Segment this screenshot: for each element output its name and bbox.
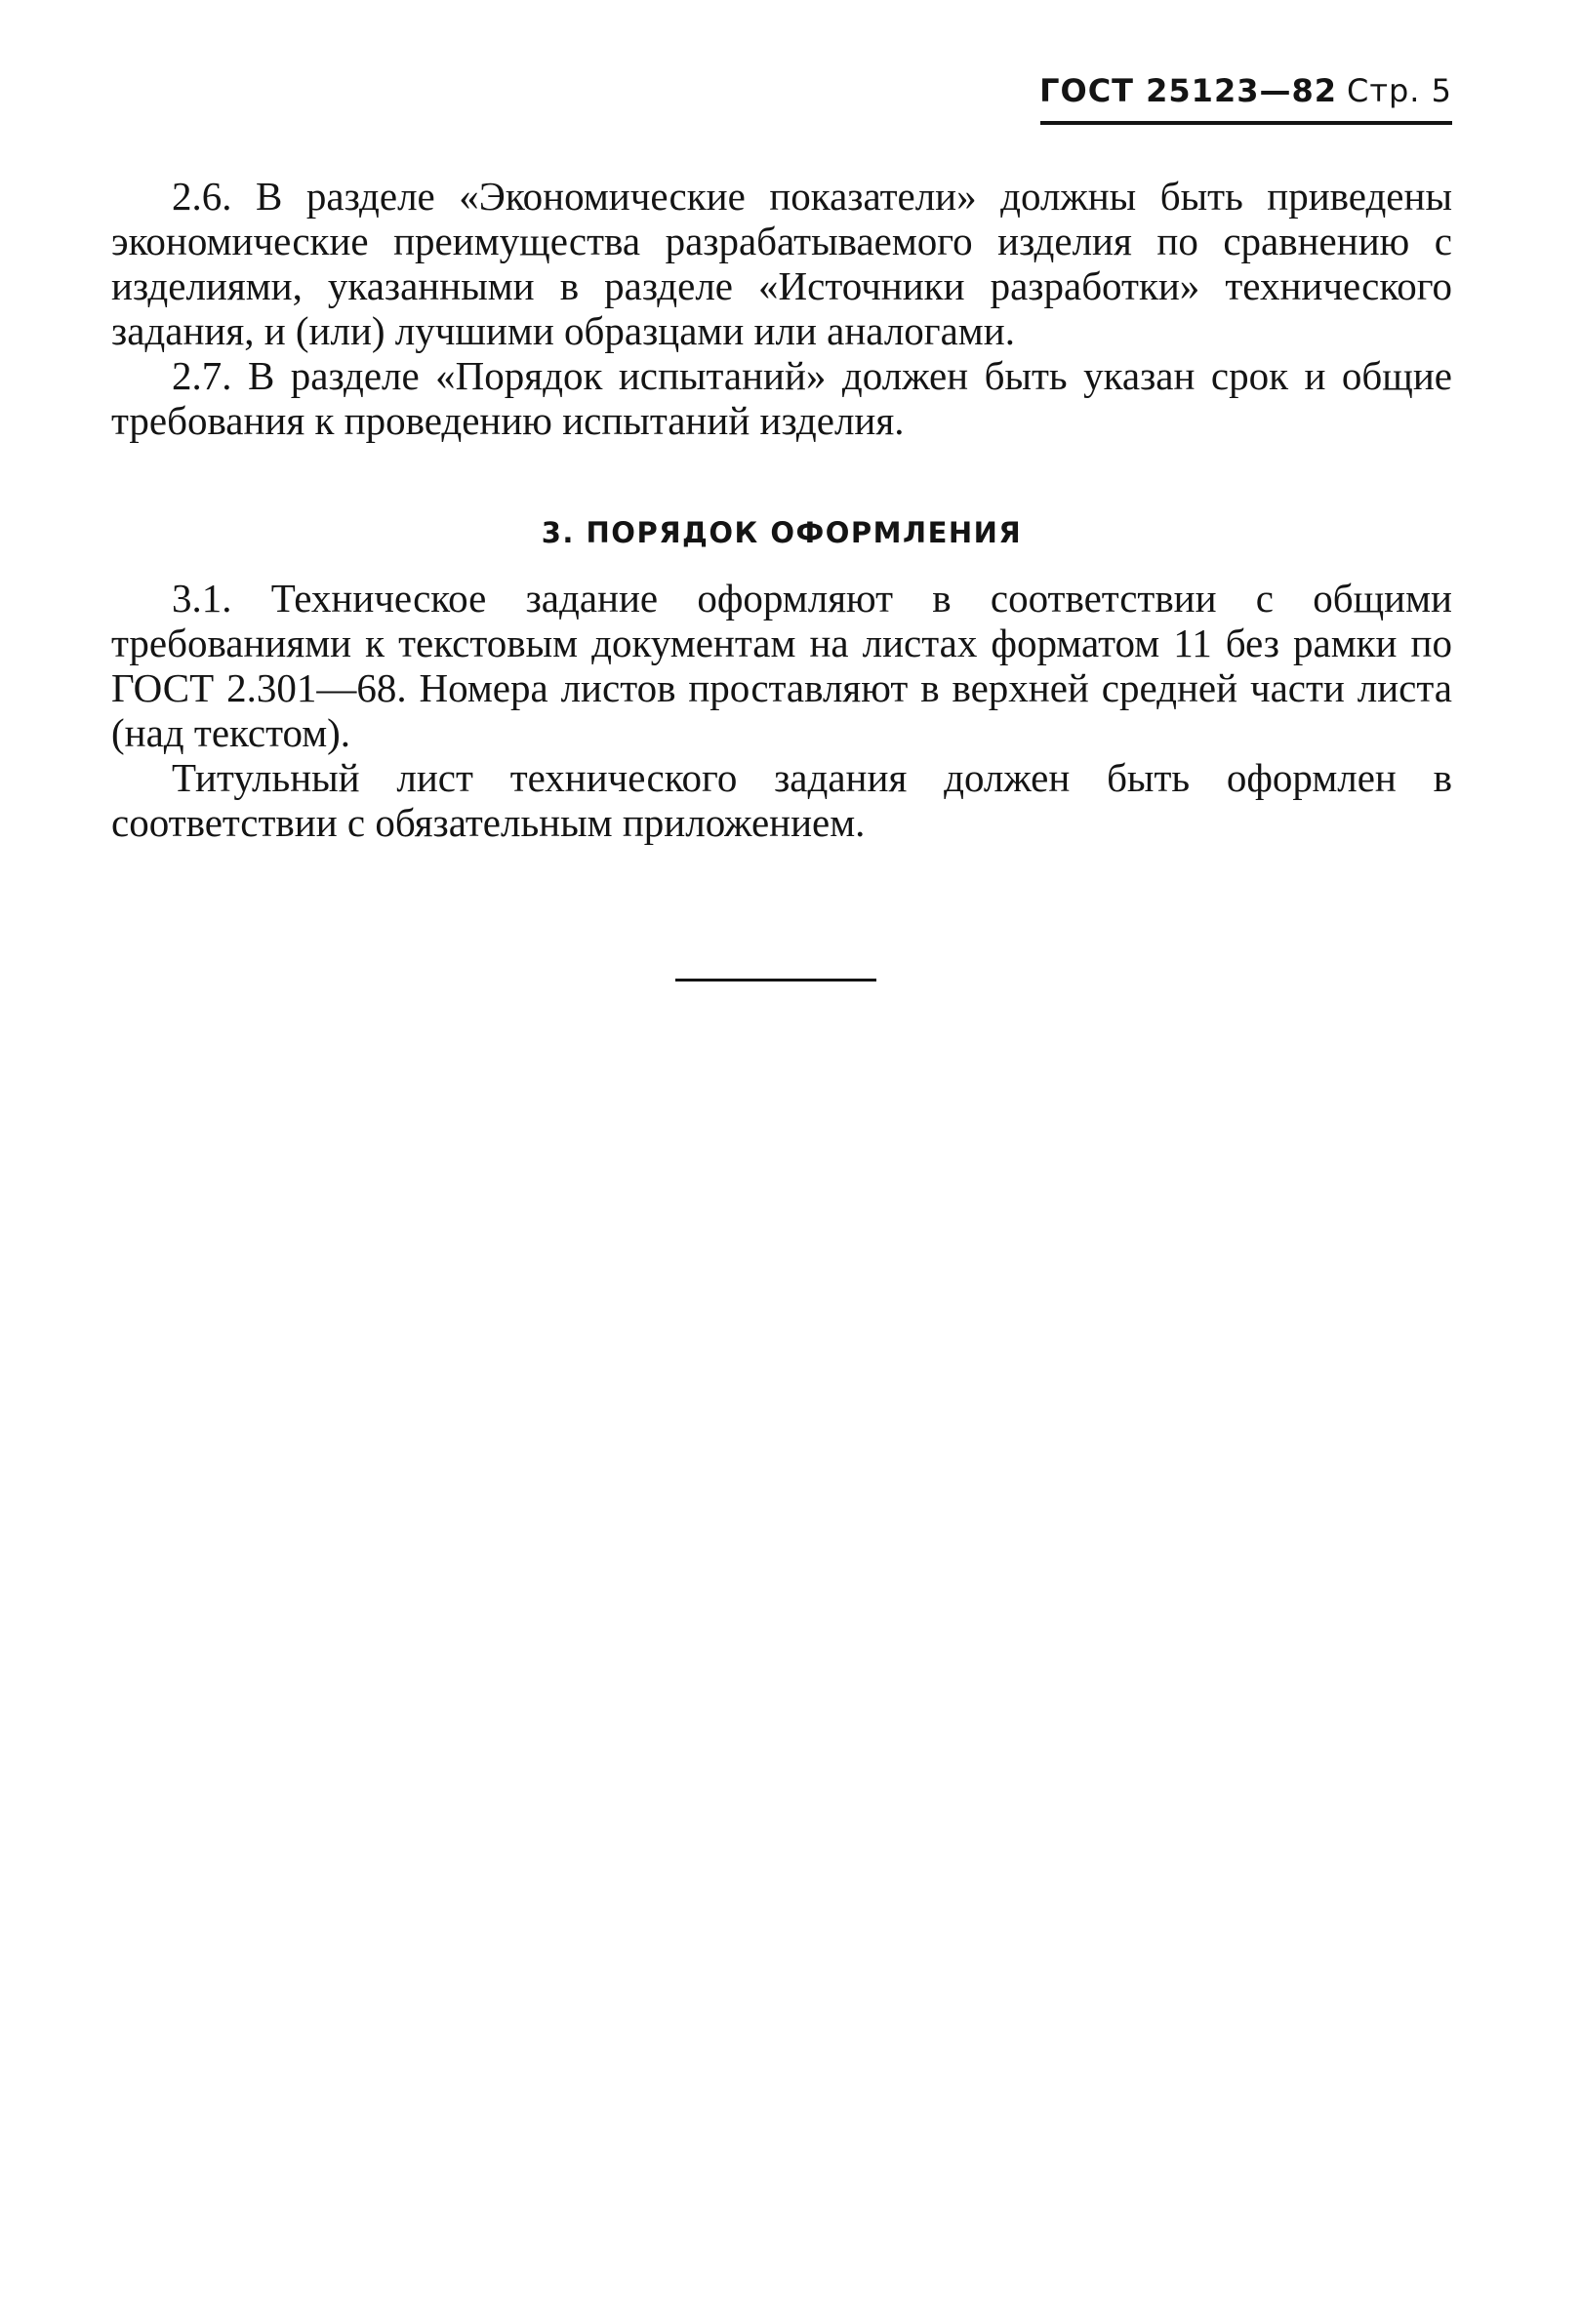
document-body [111, 174, 1452, 845]
end-of-text-rule [675, 979, 876, 982]
document-code: ГОСТ 25123—82 [1039, 72, 1337, 109]
paragraph-2-7: 2.7. В разделе «Порядок испытаний» должен быть указан срок и общие требования к проведению испытаний изделия. [111, 353, 1452, 443]
page-number: Стр. 5 [1347, 72, 1452, 109]
header-underline [1040, 121, 1452, 125]
page-header [1039, 72, 1452, 109]
paragraph-title-sheet: Титульный лист технического задания должен быть оформлен в соответствии с обязательным приложением. [111, 755, 1452, 845]
paragraph-2-6: 2.6. В разделе «Экономические показатели» должны быть приведены экономические преимущества разрабатываемого изделия по сравнению с изделиями, указанными в разделе «Источники разработки» технического задания, и (или) лучшими образцами или аналогами. [111, 174, 1452, 353]
section-3-title: 3. ПОРЯДОК ОФОРМЛЕНИЯ [541, 516, 1023, 549]
paragraph-3-1: 3.1. Техническое задание оформляют в соответствии с общими требованиями к текстовым документам на листах форматом 11 без рамки по ГОСТ 2.301—68. Номера листов проставляют в верхней средней части листа (над текстом). [111, 576, 1452, 755]
